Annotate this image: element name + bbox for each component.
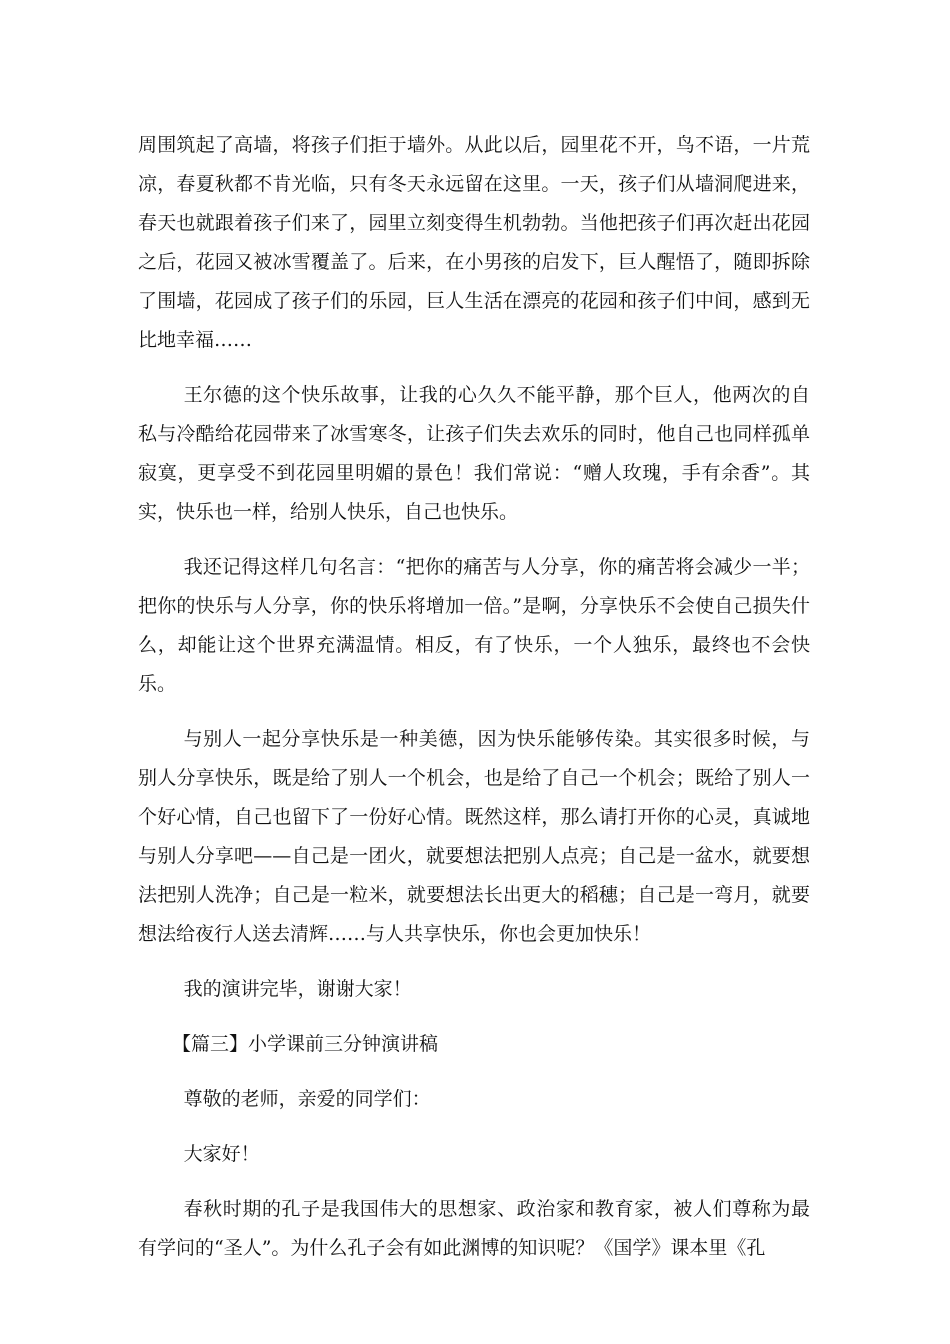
- section-heading: 【篇三】小学课前三分钟演讲稿: [172, 1033, 439, 1055]
- paragraph-hello: 大家好！: [183, 1143, 260, 1165]
- paragraph-confucius: 春秋时期的孔子是我国伟大的思想家、政治家和教育家，被人们尊称为最有学问的“圣人”。为什么孔子会有如此渊博的知识呢？《国学》课本里《孔: [138, 1198, 810, 1259]
- paragraph-famous-quote: 我还记得这样几句名言：“把你的痛苦与人分享，你的痛苦将会减少一半；把你的快乐与人分享，你的快乐将增加一倍。”是啊，分享快乐不会使自己损失什么，却能让这个世界充满温情。相反，有了快乐，一个人独乐，最终也不会快乐。: [138, 556, 810, 695]
- paragraph-greeting-teachers: 尊敬的老师，亲爱的同学们：: [183, 1088, 431, 1110]
- paragraph-wilde-reflection: 王尔德的这个快乐故事，让我的心久久不能平静，那个巨人，他两次的自私与冷酷给花园带来了冰雪寒冬，让孩子们失去欢乐的同时，他自己也同样孤单寂寞，更享受不到花园里明媚的景色！我们常说：“赠人玫瑰，手有余香”。其实，快乐也一样，给别人快乐，自己也快乐。: [138, 384, 810, 523]
- paragraph-sharing-virtue: 与别人一起分享快乐是一种美德，因为快乐能够传染。其实很多时候，与别人分享快乐，既是给了别人一个机会，也是给了自己一个机会；既给了别人一个好心情，自己也留下了一份好心情。既然这样，那么请打开你的心灵，真诚地与别人分享吧——自己是一团火，就要想法把别人点亮；自己是一盆水，就要想法把别人洗净；自己是一粒米，就要想法长出更大的稻穗；自己是一弯月，就要想法给夜行人送去清辉……与人共享快乐，你也会更加快乐！: [138, 728, 810, 945]
- document-body: [138, 126, 810, 1284]
- paragraph-closing: 我的演讲完毕，谢谢大家！: [183, 978, 412, 1000]
- paragraph-giant-story: 周围筑起了高墙，将孩子们拒于墙外。从此以后，园里花不开，鸟不语，一片荒凉，春夏秋都不肯光临，只有冬天永远留在这里。一天，孩子们从墙洞爬进来，春天也就跟着孩子们来了，园里立刻变得生机勃勃。当他把孩子们再次赶出花园之后，花园又被冰雪覆盖了。后来，在小男孩的启发下，巨人醒悟了，随即拆除了围墙，花园成了孩子们的乐园，巨人生活在漂亮的花园和孩子们中间，感到无比地幸福……: [138, 134, 810, 351]
